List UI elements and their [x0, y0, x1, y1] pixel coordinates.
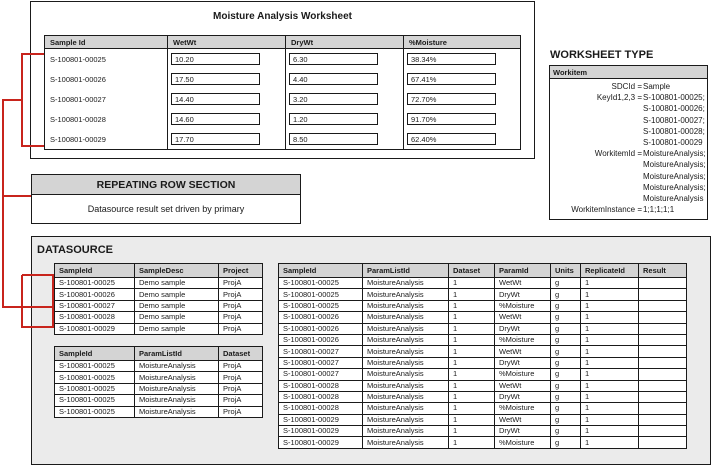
table-row	[55, 323, 263, 334]
table-cell: S-100801-00028	[279, 403, 363, 414]
column-header: Dataset	[219, 347, 263, 361]
table-cell: g	[551, 346, 581, 357]
wetwt-field[interactable]: 17.50	[171, 73, 260, 85]
table-cell: 1	[449, 414, 495, 425]
table-cell: g	[551, 312, 581, 323]
workitem-header: Workitem	[550, 66, 707, 79]
table-cell: MoistureAnalysis	[363, 391, 449, 402]
table-cell	[639, 323, 687, 334]
table-row	[279, 414, 687, 425]
worksheet-row	[45, 69, 520, 89]
workitem-value: MoistureAnalysis;	[643, 171, 706, 181]
workitem-value: MoistureAnalysis;	[643, 182, 706, 192]
table-cell: DryWt	[495, 357, 551, 368]
table-cell: 1	[449, 357, 495, 368]
table-row	[55, 372, 263, 383]
table-cell: 1	[581, 289, 639, 300]
value-cell	[403, 109, 520, 129]
table-cell: S-100801-00027	[55, 300, 135, 311]
table-cell: 1	[449, 323, 495, 334]
table-cell: MoistureAnalysis	[135, 372, 219, 383]
table-header-row	[55, 264, 263, 278]
column-header: %Moisture	[403, 36, 520, 48]
table-cell: 1	[581, 300, 639, 311]
table-cell: %Moisture	[495, 403, 551, 414]
column-header: SampleId	[279, 264, 363, 278]
table-cell: 1	[581, 369, 639, 380]
value-cell	[167, 109, 285, 129]
table-cell: 1	[449, 278, 495, 289]
table-cell: ProjA	[219, 289, 263, 300]
wetwt-field[interactable]: 10.20	[171, 53, 260, 65]
table-cell	[639, 289, 687, 300]
table-row	[55, 300, 263, 311]
table-cell: 1	[581, 391, 639, 402]
table-row	[55, 312, 263, 323]
value-cell	[285, 69, 403, 89]
worksheet-title: Moisture Analysis Worksheet	[213, 11, 352, 22]
column-header: Result	[639, 264, 687, 278]
table-row	[279, 357, 687, 368]
table-cell: S-100801-00025	[55, 278, 135, 289]
table-cell: 1	[449, 369, 495, 380]
table-row	[279, 289, 687, 300]
value-cell	[285, 89, 403, 109]
table-cell: S-100801-00025	[55, 372, 135, 383]
column-header: ParamId	[495, 264, 551, 278]
worksheet-table	[44, 35, 521, 150]
table-row	[279, 369, 687, 380]
workitem-key: KeyId1,2,3 =	[596, 93, 642, 103]
table-cell: %Moisture	[495, 369, 551, 380]
table-cell	[639, 391, 687, 402]
table-row	[55, 289, 263, 300]
value-cell	[403, 129, 520, 149]
table-cell: 1	[449, 289, 495, 300]
table-cell: S-100801-00025	[279, 289, 363, 300]
table-cell: DryWt	[495, 323, 551, 334]
table-cell	[639, 312, 687, 323]
table-cell: %Moisture	[495, 300, 551, 311]
table-cell: 1	[581, 403, 639, 414]
workitem-value: S-100801-00027;	[643, 115, 705, 125]
table-row	[55, 383, 263, 394]
table-cell: g	[551, 334, 581, 345]
repeating-row-title: REPEATING ROW SECTION	[32, 175, 300, 195]
table-cell: S-100801-00027	[279, 369, 363, 380]
table-cell: S-100801-00025	[55, 406, 135, 417]
table-cell: g	[551, 369, 581, 380]
value-cell	[285, 109, 403, 129]
table-cell	[639, 380, 687, 391]
table-cell: MoistureAnalysis	[363, 334, 449, 345]
table-cell: 1	[449, 380, 495, 391]
workitem-value: S-100801-00026;	[643, 104, 705, 114]
table-cell: DryWt	[495, 426, 551, 437]
moisture-field[interactable]: 91.70%	[407, 113, 496, 125]
value-cell	[285, 129, 403, 149]
table-cell	[639, 403, 687, 414]
table-cell: S-100801-00028	[55, 312, 135, 323]
worksheet-row	[45, 89, 520, 109]
sample-id-cell: S-100801-00026	[50, 74, 106, 84]
table-cell: ProjA	[219, 406, 263, 417]
table-cell: DryWt	[495, 391, 551, 402]
table-cell: 1	[581, 426, 639, 437]
table-cell: S-100801-00026	[279, 312, 363, 323]
table-cell: ProjA	[219, 395, 263, 406]
value-cell	[403, 89, 520, 109]
table-cell: 1	[449, 403, 495, 414]
drywt-field[interactable]: 3.20	[289, 93, 378, 105]
table-cell: WetWt	[495, 278, 551, 289]
table-row	[279, 380, 687, 391]
column-header: SampleId	[55, 264, 135, 278]
table-row	[279, 323, 687, 334]
repeating-row-section	[31, 174, 301, 224]
workitem-value: S-100801-00025;	[643, 93, 705, 103]
table-cell: S-100801-00026	[55, 289, 135, 300]
table-cell	[639, 300, 687, 311]
workitem-key: WorkitemInstance =	[571, 205, 642, 215]
table-cell: MoistureAnalysis	[363, 289, 449, 300]
table-row	[279, 391, 687, 402]
table-cell: WetWt	[495, 346, 551, 357]
table-cell	[639, 357, 687, 368]
table-cell: S-100801-00026	[279, 323, 363, 334]
table-cell: ProjA	[219, 300, 263, 311]
table-cell: 1	[449, 346, 495, 357]
column-header: WetWt	[167, 36, 285, 48]
table-cell: MoistureAnalysis	[363, 403, 449, 414]
table-cell: 1	[581, 414, 639, 425]
table-cell: S-100801-00025	[279, 278, 363, 289]
table-cell	[639, 414, 687, 425]
table-row	[279, 426, 687, 437]
moisture-field[interactable]: 62.40%	[407, 133, 496, 145]
table-cell: S-100801-00025	[279, 300, 363, 311]
table-cell: 1	[581, 334, 639, 345]
primary-table	[54, 263, 263, 335]
table-cell: g	[551, 414, 581, 425]
table-header-row	[55, 347, 263, 361]
drywt-field[interactable]: 4.40	[289, 73, 378, 85]
workitem-value: S-100801-00029	[643, 138, 703, 147]
table-cell: ProjA	[219, 361, 263, 372]
table-cell: g	[551, 357, 581, 368]
column-header: Project	[219, 264, 263, 278]
table-cell: MoistureAnalysis	[363, 346, 449, 357]
worksheet-type-title: WORKSHEET TYPE	[550, 49, 654, 61]
table-cell: S-100801-00029	[279, 426, 363, 437]
table-cell: S-100801-00025	[55, 361, 135, 372]
moisture-field[interactable]: 67.41%	[407, 73, 496, 85]
table-row	[279, 403, 687, 414]
value-cell	[167, 129, 285, 149]
table-cell: Demo sample	[135, 289, 219, 300]
table-cell: S-100801-00027	[279, 346, 363, 357]
table-row	[55, 278, 263, 289]
table-cell: g	[551, 380, 581, 391]
table-cell: 1	[581, 437, 639, 448]
table-cell	[639, 426, 687, 437]
table-cell: 1	[449, 437, 495, 448]
table-row	[55, 406, 263, 417]
table-cell: g	[551, 278, 581, 289]
table-cell: S-100801-00025	[55, 383, 135, 394]
workitem-key: SDCId =	[611, 82, 642, 91]
table-cell: 1	[581, 323, 639, 334]
drywt-field[interactable]: 1.20	[289, 113, 378, 125]
drywt-field[interactable]: 6.30	[289, 53, 378, 65]
table-cell: Demo sample	[135, 278, 219, 289]
table-cell	[639, 334, 687, 345]
table-cell: g	[551, 323, 581, 334]
table-cell: ProjA	[219, 372, 263, 383]
table-row	[55, 361, 263, 372]
table-cell: MoistureAnalysis	[363, 323, 449, 334]
table-cell: g	[551, 391, 581, 402]
table-cell: MoistureAnalysis	[363, 369, 449, 380]
table-row	[279, 312, 687, 323]
value-cell	[167, 49, 285, 69]
table-cell: %Moisture	[495, 437, 551, 448]
sample-id-cell: S-100801-00029	[50, 134, 106, 144]
column-header: Sample Id	[50, 38, 86, 47]
column-header: SampleDesc	[135, 264, 219, 278]
datasource-panel	[31, 236, 711, 465]
table-row	[279, 300, 687, 311]
table-cell: S-100801-00026	[279, 334, 363, 345]
column-header: Units	[551, 264, 581, 278]
table-cell: MoistureAnalysis	[135, 361, 219, 372]
table-cell: ProjA	[219, 278, 263, 289]
worksheet-table-header	[45, 36, 520, 49]
table-cell: MoistureAnalysis	[135, 383, 219, 394]
value-cell	[167, 89, 285, 109]
table-cell: 1	[581, 312, 639, 323]
table-row	[279, 334, 687, 345]
table-row	[279, 346, 687, 357]
table-cell: S-100801-00025	[55, 395, 135, 406]
worksheet-row	[45, 129, 520, 149]
table-cell: Demo sample	[135, 300, 219, 311]
table-cell: 1	[581, 380, 639, 391]
table-cell: MoistureAnalysis	[363, 312, 449, 323]
table-cell: WetWt	[495, 414, 551, 425]
table-cell: MoistureAnalysis	[363, 414, 449, 425]
value-cell	[403, 69, 520, 89]
wetwt-field[interactable]: 14.60	[171, 113, 260, 125]
value-cell	[167, 69, 285, 89]
value-cell	[403, 49, 520, 69]
table-cell	[639, 278, 687, 289]
sample-id-cell: S-100801-00028	[50, 114, 106, 124]
table-row	[279, 437, 687, 448]
table-cell: Demo sample	[135, 323, 219, 334]
moisture-field[interactable]: 38.34%	[407, 53, 496, 65]
column-header: DryWt	[285, 36, 403, 48]
table-cell: 1	[449, 300, 495, 311]
table-cell: ProjA	[219, 312, 263, 323]
sample-id-cell: S-100801-00025	[50, 54, 106, 64]
workitem-box	[549, 65, 708, 220]
table-cell: MoistureAnalysis	[363, 437, 449, 448]
table-cell: S-100801-00028	[279, 391, 363, 402]
table-cell: S-100801-00028	[279, 380, 363, 391]
table-cell: %Moisture	[495, 334, 551, 345]
table-cell: 1	[449, 312, 495, 323]
table-cell: S-100801-00029	[55, 323, 135, 334]
table-cell: g	[551, 403, 581, 414]
table-cell: 1	[449, 334, 495, 345]
table-cell: 1	[581, 346, 639, 357]
column-header: ParamListId	[363, 264, 449, 278]
table-cell: 1	[581, 278, 639, 289]
datasource-title: DATASOURCE	[37, 244, 113, 256]
table-cell: S-100801-00027	[279, 357, 363, 368]
table-cell: ProjA	[219, 323, 263, 334]
table-cell: WetWt	[495, 312, 551, 323]
table-cell: WetWt	[495, 380, 551, 391]
table-cell	[639, 369, 687, 380]
table-cell: MoistureAnalysis	[363, 380, 449, 391]
table-cell: g	[551, 437, 581, 448]
table-cell: MoistureAnalysis	[363, 357, 449, 368]
table-row	[279, 278, 687, 289]
drywt-field[interactable]: 8.50	[289, 133, 378, 145]
table-cell: g	[551, 300, 581, 311]
param-table	[54, 346, 263, 418]
table-cell: MoistureAnalysis	[363, 278, 449, 289]
workitem-value: 1;1;1;1;1	[643, 205, 675, 215]
table-cell: MoistureAnalysis	[363, 300, 449, 311]
repeating-row-description: Datasource result set driven by primary	[87, 204, 245, 214]
column-header: ReplicateId	[581, 264, 639, 278]
sample-id-cell: S-100801-00027	[50, 94, 106, 104]
column-header: SampleId	[55, 347, 135, 361]
column-header: Dataset	[449, 264, 495, 278]
table-row	[55, 395, 263, 406]
value-cell	[285, 49, 403, 69]
table-cell	[639, 346, 687, 357]
table-cell: MoistureAnalysis	[363, 426, 449, 437]
table-cell: DryWt	[495, 289, 551, 300]
moisture-field[interactable]: 72.70%	[407, 93, 496, 105]
worksheet-row	[45, 109, 520, 129]
worksheet-panel	[30, 1, 535, 159]
table-cell: 1	[449, 426, 495, 437]
table-cell: ProjA	[219, 383, 263, 394]
table-cell: MoistureAnalysis	[135, 406, 219, 417]
workitem-value: MoistureAnalysis;	[643, 149, 706, 159]
table-header-row	[279, 264, 687, 278]
workitem-value: MoistureAnalysis;	[643, 160, 706, 170]
results-table	[278, 263, 687, 449]
column-header: ParamListId	[135, 347, 219, 361]
workitem-value: MoistureAnalysis	[643, 194, 704, 203]
table-cell: S-100801-00029	[279, 414, 363, 425]
table-cell: S-100801-00029	[279, 437, 363, 448]
worksheet-table-body	[45, 49, 520, 149]
wetwt-field[interactable]: 14.40	[171, 93, 260, 105]
table-cell: g	[551, 289, 581, 300]
workitem-value: Sample	[643, 82, 671, 91]
workitem-key: WorkitemId =	[594, 149, 642, 159]
table-cell: 1	[581, 357, 639, 368]
table-cell: 1	[449, 391, 495, 402]
workitem-value: S-100801-00028;	[643, 126, 705, 136]
wetwt-field[interactable]: 17.70	[171, 133, 260, 145]
worksheet-row	[45, 49, 520, 69]
table-cell	[639, 437, 687, 448]
table-cell: g	[551, 426, 581, 437]
table-cell: Demo sample	[135, 312, 219, 323]
table-cell: MoistureAnalysis	[135, 395, 219, 406]
